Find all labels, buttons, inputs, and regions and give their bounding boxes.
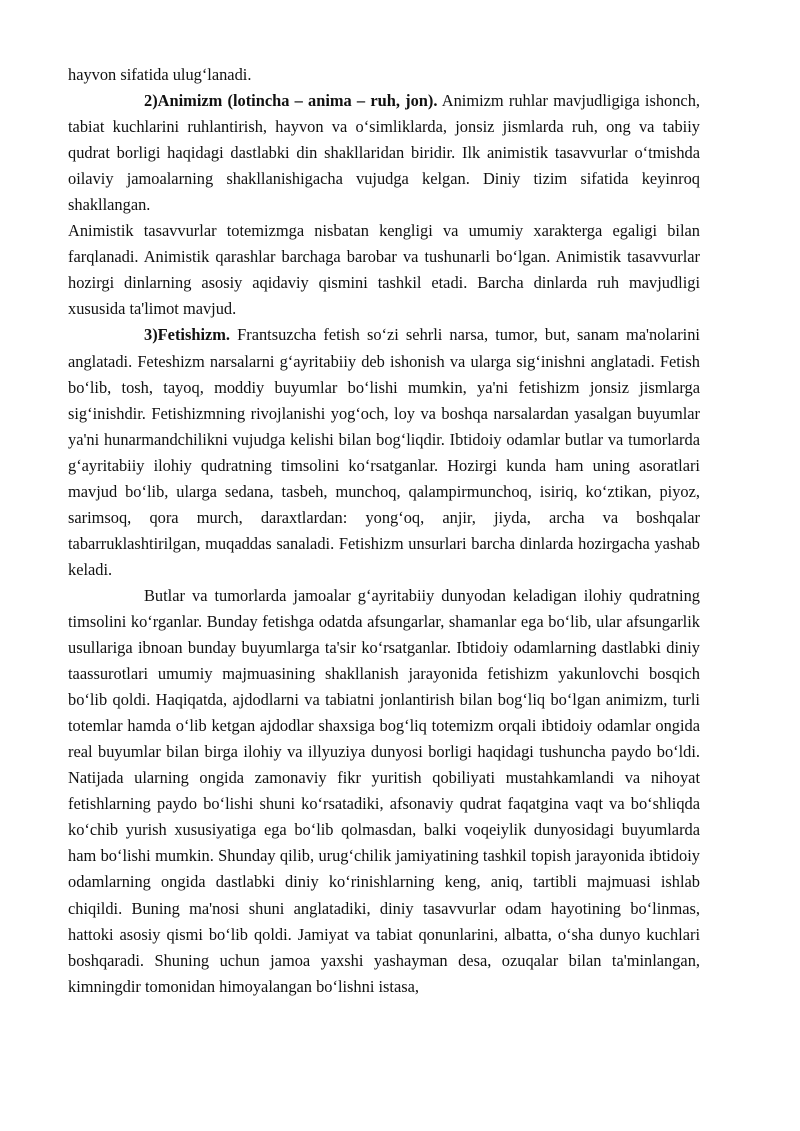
paragraph-butlar [68, 583, 700, 1000]
paragraph-text: Animistik tasavvurlar totemizmga nisbatan kengligi va umumiy xarakterga egaligi bilan farqlanadi. Animistik qarashlar barchaga barobar va tushunarli bo‘lgan. Animistik tasavvurlar hozirgi dinlarning asosiy aqidaviy qismini tashkil etadi. Barcha dinlarda ruh mavjudligi xususida ta'limot mavjud. [68, 221, 700, 319]
paragraph-fetishizm [68, 322, 700, 582]
paragraph-text: Animizm ruhlar mavjudligiga ishonch, tabiat kuchlarini ruhlantirish, hayvon va o‘simliklarda, jonsiz jismlarda ruh, ong va tabiiy qudrat borligi haqidagi dastlabki din shakllaridan biridir. Ilk animistik tasavvurlar o‘tmishda oilaviy jamoalarning shakllanishigacha vujudga kelgan. Diniy tizim sifatida keyinroq shakllangan. [68, 91, 700, 215]
paragraph-continuation [68, 62, 700, 88]
section-heading-fetishizm: 3)Fetishizm. [144, 325, 231, 345]
paragraph-animistik [68, 218, 700, 322]
section-heading-animizm: 2)Animizm (lotincha – anima – ruh, jon). [144, 91, 438, 111]
paragraph-animizm [68, 88, 700, 218]
paragraph-text: Butlar va tumorlarda jamoalar g‘ayritabiiy dunyodan keladigan ilohiy qudratning timsolini ko‘rganlar. Bunday fetishga odatda afsungarlar, shamanlar ega bo‘lib, ular afsungarlik usullariga ibnoan bunday buyumlarga ta'sir ko‘rsatganlar. Ibtidoiy odamlarning dastlabki diniy taassurotlari umumiy majmuasining shakllanish jarayonida fetishizm yakunlovchi bosqich bo‘lib qoldi. Haqiqatda, ajdodlarni va tabiatni jonlantirish bilan bog‘liq bo‘lgan animizm, turli totemlar hamda o‘lib ketgan ajdodlar shaxsiga bog‘liq totemizm orqali ibtidoiy odamlar ongida real buyumlar bilan birga ilohiy va illyuziya dunyosi borligi haqidagi tushuncha paydo bo‘ldi. Natijada ularning ongida zamonaviy fikr yuritish qobiliyati mustahkamlandi va nihoyat fetishlarning paydo bo‘lishi shuni ko‘rsatadiki, afsonaviy qudrat faqatgina vaqt va bo‘shliqda ko‘chib yurish xususiyatiga ega bo‘lib qolmasdan, balki voqeiylik dunyosidagi buyumlarda ham bo‘lishi mumkin. Shunday qilib, urug‘chilik jamiyatining tashkil topish jarayonida ibtidoiy odamlarning ongida dastlabki diniy ko‘rinishlarning keng, aniq, tartibli majmuasi ishlab chiqildi. Buning ma'nosi shuni anglatadiki, diniy tasavvurlar odam hayotining bo‘linmas, hattoki asosiy qismi bo‘lib qoldi. Jamiyat va tabiat qonunlarini, albatta, o‘sha dunyo kuchlari boshqaradi. Shuning uchun jamoa yaxshi yashayman desa, ozuqalar bilan ta'minlangan, kimningdir tomonidan himoyalangan bo‘lishni istasa, [68, 585, 700, 996]
document-page [68, 62, 700, 1000]
paragraph-text: hayvon sifatida ulug‘lanadi. [68, 65, 252, 84]
paragraph-text: Frantsuzcha fetish so‘zi sehrli narsa, tumor, but, sanam ma'nolarini anglatadi. Feteshizm narsalarni g‘ayritabiiy deb ishonish va ularga sig‘inishni anglatadi. Fetish bo‘lib, tosh, tayoq, moddiy buyumlar bo‘lishi mumkin, ya'ni fetishizm jonsiz jismlarga sig‘inishdir. Fetishizmning rivojlanishi yog‘och, loy va boshqa narsalardan yasalgan buyumlar ya'ni hunarmandchilikni vujudga kelishi bilan bog‘liqdir. Ibtidoiy odamlar butlar va tumorlarda g‘ayritabiiy ilohiy qudratning timsolini ko‘rsatganlar. Hozirgi kunda ham uning asoratlari mavjud bo‘lib, ularga sedana, tasbeh, munchoq, qalampirmunchoq, isiriq, ko‘ztikan, piyoz, sarimsoq, qora murch, daraxtlardan: yong‘oq, anjir, jiyda, archa va boshqalar tabarruklashtirilgan, muqaddas sanaladi. Fetishizm unsurlari barcha dinlarda hozirgacha yashab keladi. [68, 325, 700, 579]
